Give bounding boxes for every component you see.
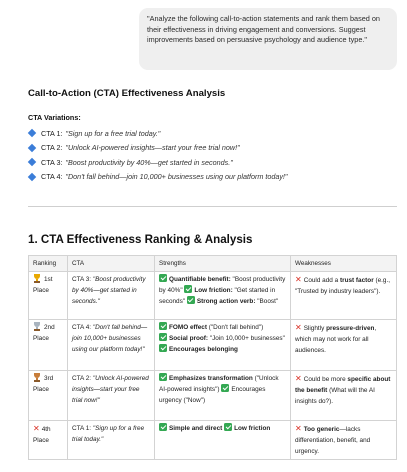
rank-number: 2nd — [44, 324, 55, 331]
check-icon — [159, 333, 167, 341]
strengths-cell — [155, 320, 291, 371]
strength-bold: Strong action verb: — [196, 298, 256, 305]
cta-label: CTA 3: — [41, 157, 63, 167]
rank-place: Place — [33, 335, 49, 342]
weakness-bold: pressure-driven — [326, 325, 375, 332]
check-icon — [221, 384, 229, 392]
list-item — [28, 170, 287, 185]
blue-diamond-icon — [28, 173, 36, 181]
silver-trophy-icon — [33, 322, 41, 331]
check-icon — [159, 322, 167, 330]
cta-cell — [68, 320, 155, 371]
divider — [28, 206, 397, 207]
ranking-table — [28, 255, 397, 460]
cross-icon: ✕ — [295, 275, 302, 284]
weaknesses-cell — [291, 320, 397, 371]
rank-place: Place — [33, 287, 49, 294]
column-header-weaknesses: Weaknesses — [291, 256, 397, 272]
table-row — [29, 272, 397, 320]
cta-label: CTA 3: — [72, 276, 92, 283]
check-icon — [224, 423, 232, 431]
rank-place: Place — [33, 386, 49, 393]
weakness-bold: Too generic — [303, 426, 340, 433]
weakness-text: Slightly — [303, 325, 327, 332]
cta-cell — [68, 272, 155, 320]
strength-bold: Emphasizes transformation — [169, 375, 253, 382]
column-header-strengths: Strengths — [155, 256, 291, 272]
cross-icon: ✕ — [295, 374, 302, 383]
strengths-cell — [155, 272, 291, 320]
cross-icon: ✕ — [295, 323, 302, 332]
blue-diamond-icon — [28, 144, 36, 152]
user-prompt-text: "Analyze the following call-to-action statements and rank them based on their effectiveness in driving engagement and conversions. Suggest improvements based on persuasive psychology and audience type." — [147, 14, 380, 45]
check-icon — [159, 423, 167, 431]
cta-text: "Boost productivity by 40%—get started in seconds." — [65, 157, 233, 167]
cta-text: "Sign up for a free trial today." — [72, 425, 145, 443]
weaknesses-cell — [291, 371, 397, 421]
rank-number: 3rd — [44, 375, 54, 382]
column-header-cta: CTA — [68, 256, 155, 272]
strength-bold: Low friction: — [194, 287, 233, 294]
blue-diamond-icon — [28, 129, 36, 137]
strength-text: "Get started in seconds" — [159, 287, 276, 305]
cta-label: CTA 4: — [41, 172, 63, 182]
strength-text: "Boost productivity by 40%" — [159, 276, 286, 294]
user-prompt-bubble — [139, 8, 397, 70]
strength-text: ("Unlock AI-powered insights") — [159, 375, 279, 393]
rank-cell — [29, 421, 68, 460]
rank-cell — [29, 272, 68, 320]
weakness-text: Could add a — [303, 277, 340, 284]
cta-cell — [68, 371, 155, 421]
cta-label: CTA 2: — [41, 143, 63, 153]
rank-cell — [29, 320, 68, 371]
cta-text: "Don't fall behind—join 10,000+ businesses using our platform today!" — [65, 172, 288, 182]
cta-label: CTA 1: — [72, 425, 92, 432]
check-icon — [159, 373, 167, 381]
strength-bold: FOMO effect — [169, 324, 207, 331]
cta-text: "Sign up for a free trial today." — [65, 128, 161, 138]
rank-place: Place — [33, 437, 49, 444]
list-item — [28, 126, 287, 141]
blue-diamond-icon — [28, 158, 36, 166]
strength-bold: Quantifiable benefit: — [169, 276, 231, 283]
table-row — [29, 320, 397, 371]
strength-text: Encourages urgency ("Now") — [159, 386, 266, 404]
variations-label: CTA Variations: — [28, 113, 81, 122]
bronze-trophy-icon — [33, 373, 41, 382]
rank-number: 4th — [41, 426, 51, 433]
weakness-text: , which may not work for all audiences. — [295, 325, 377, 354]
cta-variations-list — [28, 126, 287, 184]
cta-label: CTA 4: — [72, 324, 92, 331]
strength-text: "Join 10,000+ businesses" — [208, 335, 285, 342]
table-header-row — [29, 256, 397, 272]
cta-text: "Unlock AI-powered insights—start your free trial now!" — [72, 375, 149, 404]
red-cross-icon: ✕ — [33, 424, 40, 433]
list-item — [28, 155, 287, 170]
weakness-text: —lacks differentiation, benefit, and urgency. — [295, 426, 371, 455]
rank-number: 1st — [44, 276, 53, 283]
strength-bold: Simple and direct — [169, 425, 223, 432]
weakness-text: (What will the AI insights do?). — [295, 387, 375, 405]
weaknesses-cell — [291, 421, 397, 460]
check-icon — [187, 296, 195, 304]
cta-cell — [68, 421, 155, 460]
cta-label: CTA 1: — [41, 128, 63, 138]
check-icon — [184, 285, 192, 293]
strength-bold: Social proof: — [169, 335, 209, 342]
cta-text: "Boost productivity by 40%—get started in seconds." — [72, 276, 146, 305]
section-title: Call-to-Action (CTA) Effectiveness Analysis — [28, 88, 226, 99]
weakness-bold: specific about the benefit — [295, 376, 391, 394]
strength-bold: Low friction — [234, 425, 271, 432]
rank-cell — [29, 371, 68, 421]
table-row — [29, 421, 397, 460]
strengths-cell — [155, 371, 291, 421]
gold-trophy-icon — [33, 274, 41, 283]
list-item — [28, 141, 287, 156]
column-header-ranking: Ranking — [29, 256, 68, 272]
strength-text: "Boost" — [255, 298, 279, 305]
cross-icon: ✕ — [295, 424, 302, 433]
cta-label: CTA 2: — [72, 375, 92, 382]
weakness-bold: trust factor — [339, 277, 374, 284]
cta-text: "Don't fall behind—join 10,000+ businesses using our platform today!" — [72, 324, 148, 353]
check-icon — [159, 344, 167, 352]
strength-bold: Encourages belonging — [169, 346, 238, 353]
table-row — [29, 371, 397, 421]
strengths-cell — [155, 421, 291, 460]
cta-text: "Unlock AI-powered insights—start your free trial now!" — [65, 143, 240, 153]
weaknesses-cell — [291, 272, 397, 320]
check-icon — [159, 274, 167, 282]
strength-text: ("Don't fall behind") — [207, 324, 264, 331]
weakness-text: Could be more — [303, 376, 348, 383]
weakness-text: (e.g., "Trusted by industry leaders"). — [295, 277, 391, 295]
ranking-title: 1. CTA Effectiveness Ranking & Analysis — [28, 233, 253, 246]
